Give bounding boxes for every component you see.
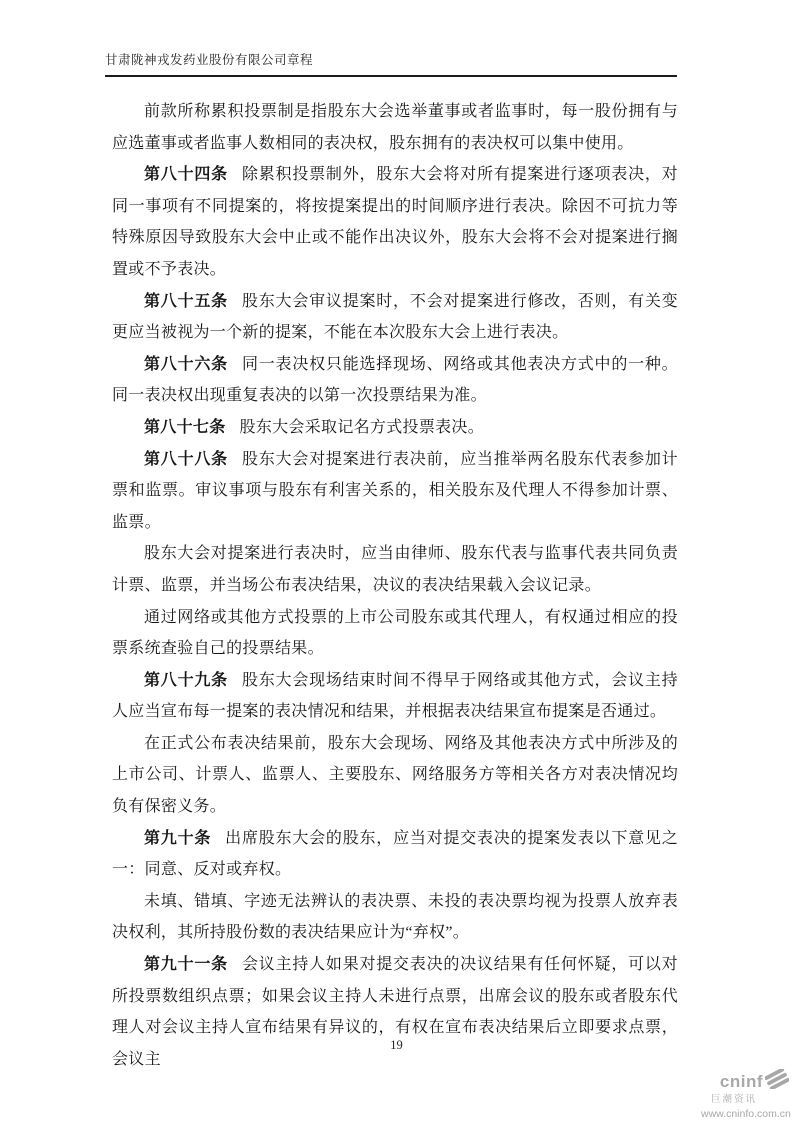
- paragraph-text: 股东大会审议提案时，不会对提案进行修改，否则，有关变更应当被视为一个新的提案，不能在本次股东大会上进行表决。: [112, 292, 678, 342]
- article-term: 第八十八条: [144, 450, 228, 468]
- paragraph: [112, 602, 678, 665]
- logo-top-row: [701, 1069, 789, 1094]
- article-term: 第八十九条: [144, 671, 228, 689]
- paragraph-text: 股东大会采取记名方式投票表决。: [239, 418, 485, 436]
- paragraph: [112, 444, 678, 539]
- paragraph-text: 同一表决权只能选择现场、网络或其他表决方式中的一种。同一表决权出现重复表决的以第一次投票结果为准。: [112, 355, 678, 405]
- paragraph-text: 在正式公布表决结果前，股东大会现场、网络及其他表决方式中所涉及的上市公司、计票人、监票人、主要股东、网络服务方等相关各方对表决情况均负有保密义务。: [112, 734, 678, 816]
- document-body: [112, 96, 678, 1075]
- paragraph-text: 股东大会对提案进行表决时，应当由律师、股东代表与监事代表共同负责计票、监票，并当场公布表决结果，决议的表决结果载入会议记录。: [112, 545, 678, 594]
- paragraph-text: 会议主持人如果对提交表决的决议结果有任何怀疑，可以对所投票数组织点票；如果会议主持人未进行点票，出席会议的股东或者股东代理人对会议主持人宣布结果有异议的，有权在宣布表决结果后立即要求点票，会议主: [112, 956, 678, 1068]
- header-title: 甘肃陇神戎发药业股份有限公司章程: [105, 53, 314, 67]
- paragraph-text: 除累积投票制外，股东大会将对所有提案进行逐项表决，对同一事项有不同提案的，将按提案提出的时间顺序进行表决。除因不可抗力等特殊原因导致股东大会中止或不能作出决议外，股东大会将不会对提案进行搁置或不予表决。: [112, 166, 678, 278]
- article-term: 第八十六条: [144, 355, 228, 373]
- article-term: 第八十四条: [144, 166, 228, 184]
- page-header: [105, 50, 677, 77]
- paragraph: [112, 159, 678, 285]
- article-term: 第九十一条: [144, 956, 228, 974]
- article-term: 第八十五条: [144, 292, 228, 310]
- cninfo-logo: [701, 1069, 789, 1120]
- article-term: 第九十条: [144, 829, 212, 847]
- paragraph: [112, 823, 678, 886]
- paragraph: [112, 949, 678, 1075]
- logo-url: www.cninfo.com.cn: [701, 1108, 791, 1121]
- cninfo-swirl-icon: [765, 1069, 789, 1094]
- paragraph: [112, 728, 678, 823]
- paragraph-text: 前款所称累积投票制是指股东大会选举董事或者监事时，每一股份拥有与应选董事或者监事人数相同的表决权，股东拥有的表决权可以集中使用。: [112, 103, 678, 152]
- paragraph: [112, 665, 678, 728]
- paragraph: [112, 286, 678, 349]
- paragraph: [112, 886, 678, 949]
- paragraph-text: 未填、错填、字迹无法辨认的表决票、未投的表决票均视为投票人放弃表决权利，其所持股份数的表决结果应计为“弃权”。: [112, 892, 678, 942]
- paragraph-text: 通过网络或其他方式投票的上市公司股东或其代理人，有权通过相应的投票系统查验自己的投票结果。: [112, 608, 678, 658]
- paragraph: [112, 96, 678, 159]
- paragraph-text: 股东大会对提案进行表决前，应当推举两名股东代表参加计票和监票。审议事项与股东有利害关系的，相关股东及代理人不得参加计票、监票。: [112, 450, 678, 531]
- paragraph-text: 股东大会现场结束时间不得早于网络或其他方式，会议主持人应当宣布每一提案的表决情况和结果，并根据表决结果宣布提案是否通过。: [112, 671, 678, 721]
- logo-wordmark: cninf: [719, 1071, 763, 1091]
- paragraph: [112, 412, 678, 444]
- logo-subtitle: 巨潮资讯: [710, 1094, 757, 1106]
- paragraph: [112, 538, 678, 601]
- paragraph-text: 出席股东大会的股东，应当对提交表决的提案发表以下意见之一：同意、反对或弃权。: [112, 829, 679, 879]
- article-term: 第八十七条: [144, 418, 226, 436]
- paragraph: [112, 349, 678, 412]
- page-number: 19: [390, 1038, 403, 1052]
